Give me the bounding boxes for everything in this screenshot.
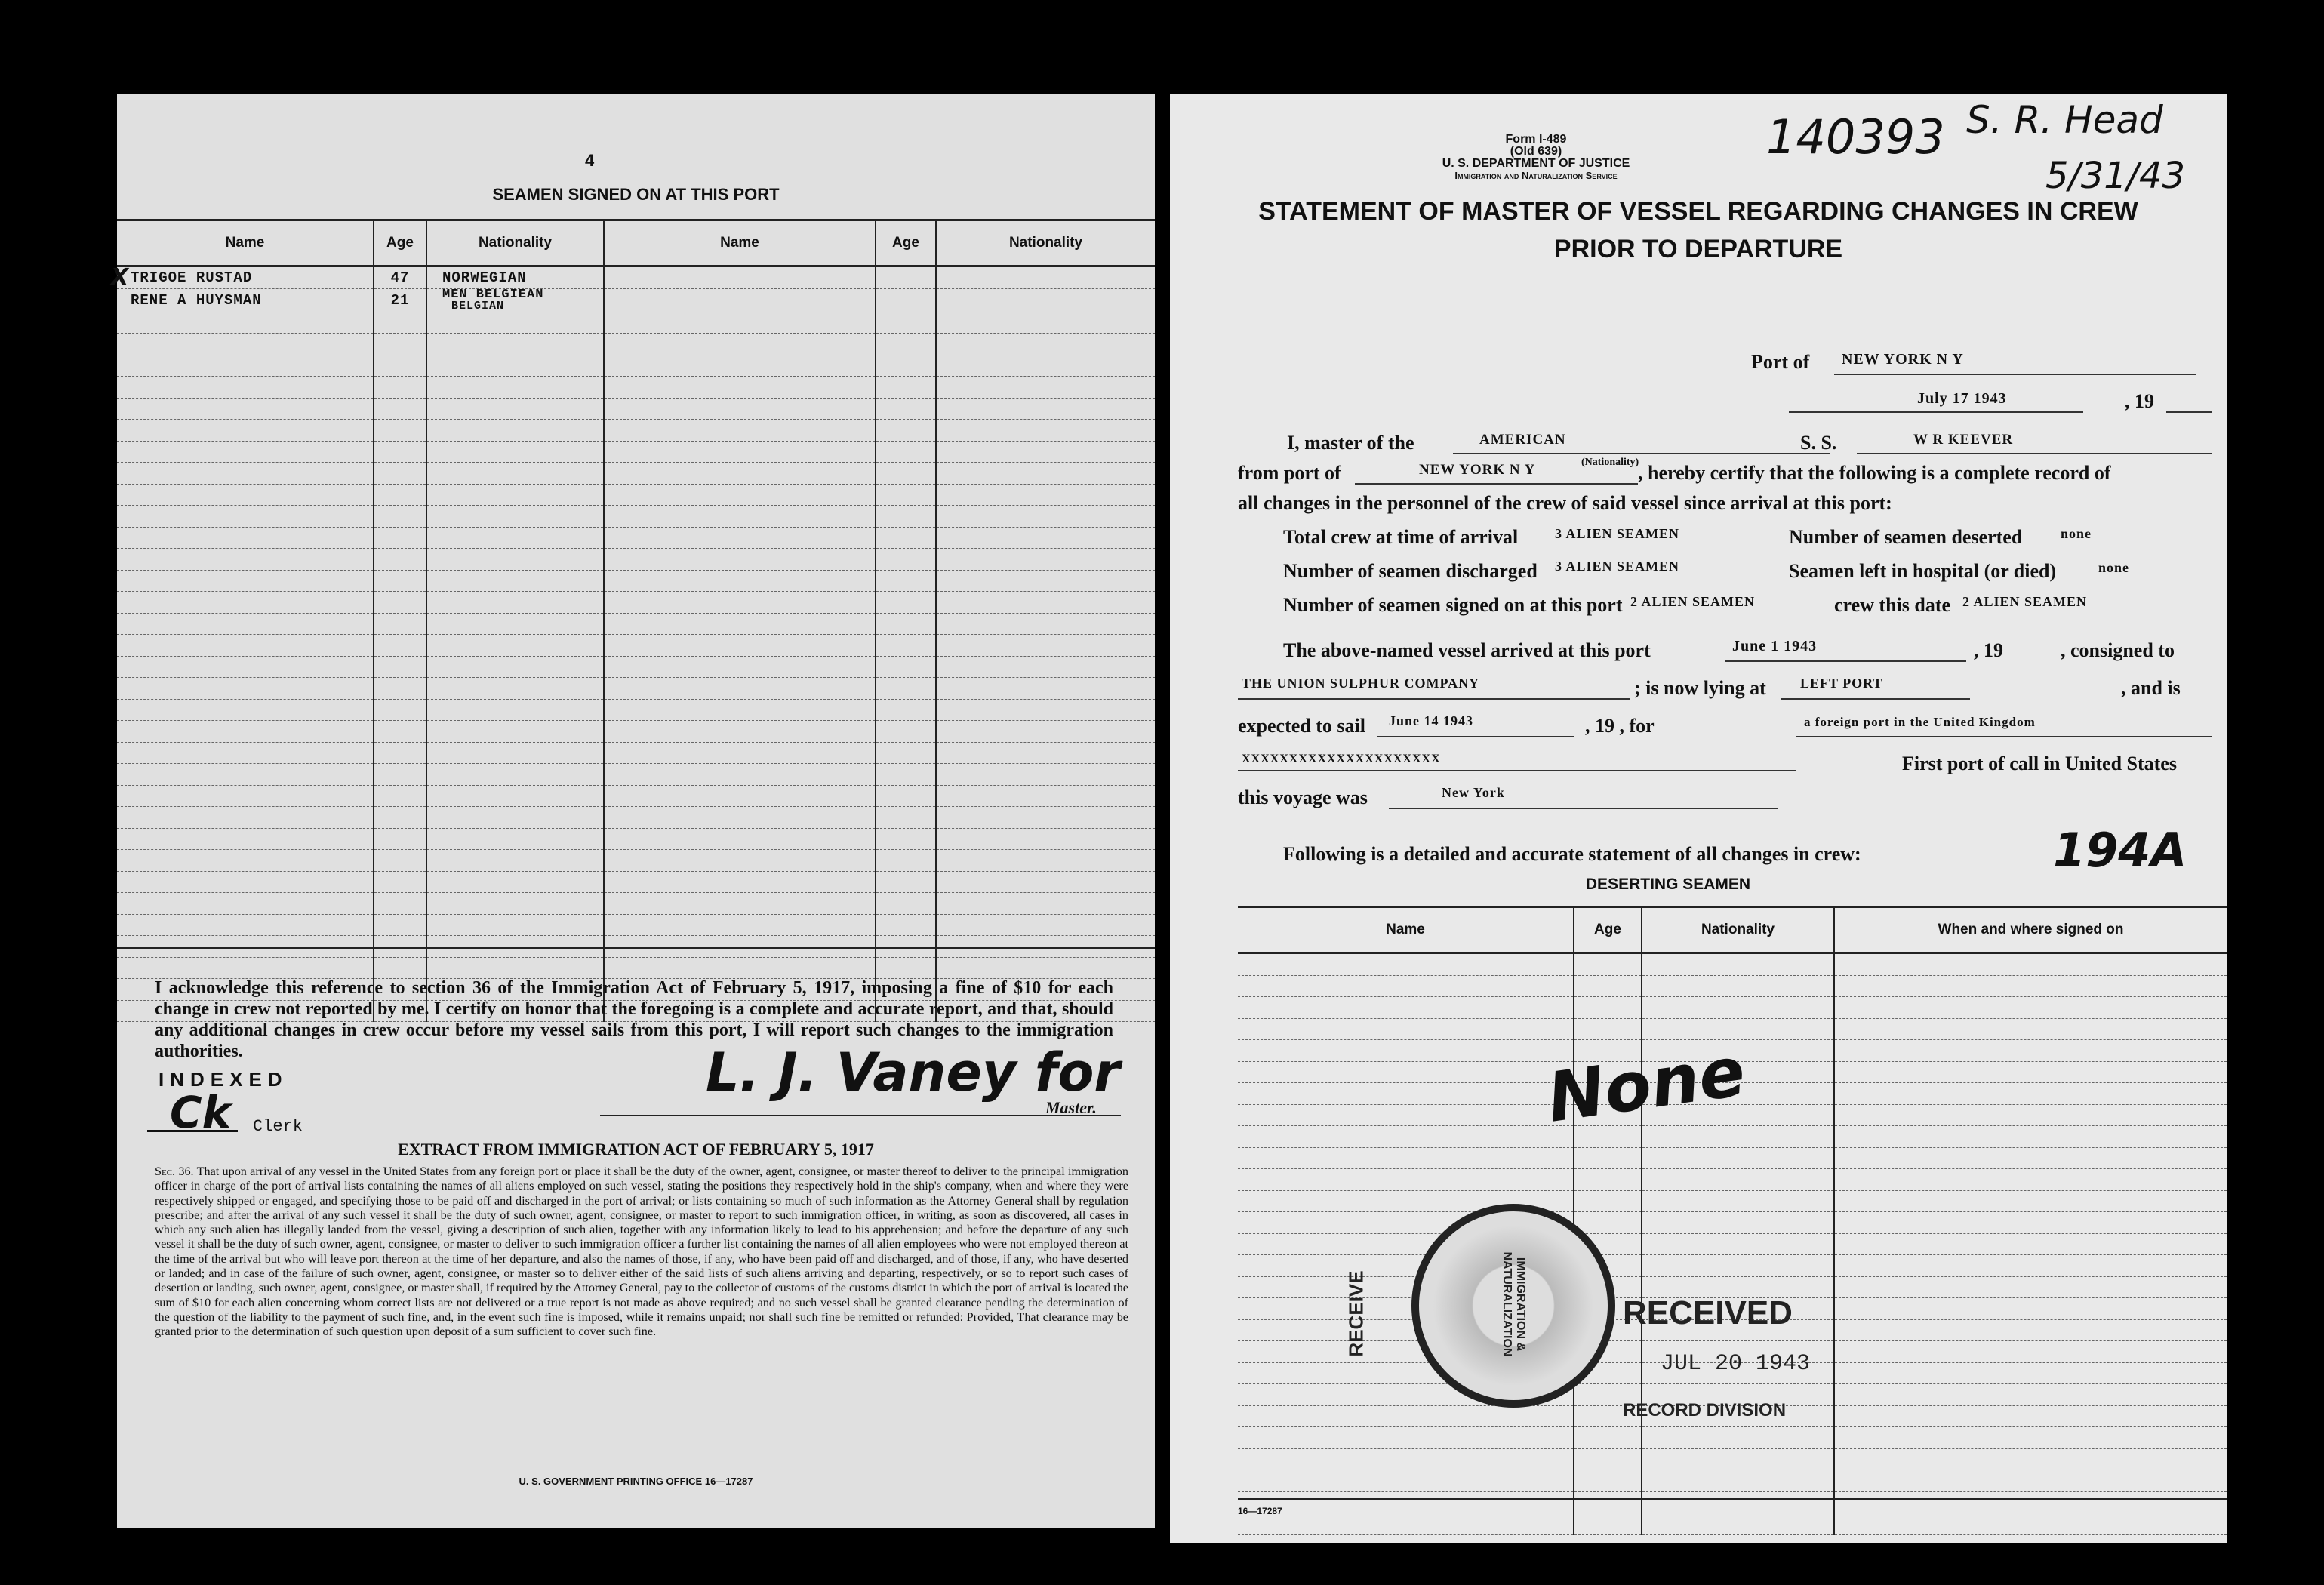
footer-code: 16—17287 (1238, 1506, 1282, 1516)
service: Immigration and Naturalization Service (1454, 170, 1618, 181)
signed-on-label: Number of seamen signed on at this port (1283, 594, 1623, 616)
clerk-initials: Ck (170, 1087, 232, 1138)
consignee-value: THE UNION SULPHUR COMPANY (1242, 676, 1480, 691)
first-port-label: First port of call in United States (1902, 752, 2177, 774)
col-age-2: Age (876, 220, 936, 266)
deserting-table (1238, 906, 2227, 1535)
form-title (1170, 192, 2227, 268)
stamp-date: JUL 20 1943 (1661, 1351, 1811, 1377)
department: U. S. DEPARTMENT OF JUSTICE (1442, 157, 1630, 170)
page-number: 4 (585, 151, 595, 170)
lying-value: LEFT PORT (1800, 676, 1883, 691)
none-mark: None (1542, 1032, 1750, 1138)
voyage-label: this voyage was (1238, 786, 1368, 808)
form-no: Form I-489 (1505, 133, 1567, 146)
handwritten-number: 140393 (1766, 109, 1945, 165)
seaman-name: TRIGOE RUSTAD (131, 269, 253, 286)
title-line-2: PRIOR TO DEPARTURE (1553, 235, 1843, 263)
seaman-nationality: NORWEGIAN (426, 266, 604, 289)
x-mark: X (111, 264, 130, 291)
table-row (117, 288, 1155, 312)
total-crew-value: 3 ALIEN SEAMEN (1555, 526, 1680, 541)
expected-value: June 14 1943 (1389, 713, 1474, 728)
col-age: Age (374, 220, 426, 266)
col-age: Age (1574, 907, 1642, 953)
discharged-label: Number of seamen discharged (1283, 560, 1538, 582)
left-page (111, 94, 1155, 1528)
struck-text: XXXXXXXXXXXXXXXXXXXXX (1242, 752, 1441, 765)
round-stamp (1411, 1204, 1615, 1408)
title-line-1: STATEMENT OF MASTER OF VESSEL REGARDING CHANGES IN CREW (1258, 197, 2138, 226)
handwritten-date: 5/31/43 (2045, 155, 2186, 197)
date-value: July 17 1943 (1917, 390, 2007, 407)
all-changes-text: all changes in the personnel of the crew of said vessel since arrival at this port: (1238, 492, 1892, 514)
crew-this-date-label: crew this date (1834, 594, 1951, 616)
handwritten-code: 194A (2053, 823, 2187, 878)
round-stamp-text: IMMIGRATION & NATURALIZATION (1501, 1251, 1527, 1357)
deserting-heading: DESERTING SEAMEN (1585, 876, 1751, 893)
certify-text: , hereby certify that the following is a complete record of (1638, 462, 2111, 484)
crew-this-date-value: 2 ALIEN SEAMEN (1962, 594, 2088, 609)
table-row (117, 266, 1155, 289)
from-port-value: NEW YORK N Y (1419, 462, 1536, 478)
col-name-2: Name (604, 220, 876, 266)
arrived-label: The above-named vessel arrived at this port (1283, 639, 1651, 661)
seaman-name: RENE A HUYSMAN (117, 288, 374, 312)
deserted-label: Number of seamen deserted (1789, 526, 2023, 548)
master-label: Master. (1045, 1098, 1097, 1117)
following-text: Following is a detailed and accurate statement of all changes in crew: (1283, 843, 1861, 865)
col-nationality: Nationality (426, 220, 604, 266)
printing-office: U. S. GOVERNMENT PRINTING OFFICE 16—17287 (519, 1476, 753, 1487)
nationality-caption: (Nationality) (1581, 457, 1639, 468)
clerk-label: Clerk (253, 1117, 303, 1136)
ss-label: S. S. (1800, 432, 1837, 454)
deserted-value: none (2061, 526, 2092, 541)
port-value: NEW YORK N Y (1842, 351, 1964, 368)
master-of-label: I, master of the (1287, 432, 1414, 454)
lying-label: ; is now lying at (1634, 677, 1766, 699)
arrived-value: June 1 1943 (1732, 638, 1818, 654)
for-label: , 19 , for (1585, 715, 1655, 737)
extract-text (155, 1165, 1128, 1340)
seaman-nationality: BELGIAN (451, 299, 505, 312)
port-label: Port of (1751, 351, 1810, 373)
received-side: RECEIVE (1344, 1270, 1368, 1357)
year-after-arrived: , 19 (1974, 639, 2003, 661)
col-nationality-2: Nationality (936, 220, 1155, 266)
col-when-where: When and where signed on (1834, 907, 2227, 953)
signed-on-value: 2 ALIEN SEAMEN (1630, 594, 1756, 609)
vessel-name: W R KEEVER (1913, 432, 2014, 448)
hospital-value: none (2098, 560, 2130, 575)
total-crew-label: Total crew at time of arrival (1283, 526, 1519, 548)
extract-heading: EXTRACT FROM IMMIGRATION ACT OF FEBRUARY 5, 1917 (398, 1140, 874, 1159)
discharged-value: 3 ALIEN SEAMEN (1555, 559, 1680, 574)
extract-lead: Sec. 36. (155, 1165, 194, 1178)
signature-line (600, 1115, 1121, 1116)
destination-value: a foreign port in the United Kingdom (1804, 715, 2036, 729)
col-name: Name (117, 220, 374, 266)
consigned-label: , consigned to (2061, 639, 2175, 661)
col-name: Name (1238, 907, 1574, 953)
struck-nationality: MEN BELGIEAN (442, 287, 544, 302)
voyage-value: New York (1442, 785, 1505, 800)
seaman-age: 47 (374, 266, 426, 289)
nationality-value: AMERICAN (1479, 432, 1566, 448)
hospital-label: Seamen left in hospital (or died) (1789, 560, 2057, 582)
table-bottom-rule (117, 947, 1155, 949)
from-port-label: from port of (1238, 462, 1341, 484)
and-is-label: , and is (2121, 677, 2181, 699)
seaman-age: 21 (374, 288, 426, 312)
year-suffix: , 19 (2125, 390, 2154, 412)
deserting-bottom-rule (1238, 1498, 2227, 1500)
expected-label: expected to sail (1238, 715, 1365, 737)
stamp-received: RECEIVED (1623, 1294, 1793, 1331)
seamen-signed-heading: SEAMEN SIGNED ON AT THIS PORT (492, 185, 780, 204)
acknowledgment-text: I acknowledge this reference to section 36 of the Immigration Act of February 5, 1917, imposing a fine of $10 for each change in crew not reported by me. I certify on honor that the foregoing is a complete and accurate report, and that, should any additional changes in crew occur before my vessel sails from this port, I will report such changes to the immigration authorities. (155, 978, 1113, 1061)
col-nationality: Nationality (1642, 907, 1834, 953)
stamp-division: RECORD DIVISION (1623, 1400, 1787, 1420)
master-signature: L. J. Vaney for (706, 1042, 1120, 1103)
form-old: (Old 639) (1510, 145, 1562, 158)
signed-on-table (111, 219, 1155, 1022)
handwritten-corner: S. R. Head (1966, 98, 2163, 142)
indexed-label: INDEXED (159, 1068, 288, 1091)
clerk-rule (147, 1130, 238, 1132)
extract-body: That upon arrival of any vessel in the United States from any foreign port or place it shall be the duty of the owner, agent, consignee, or master thereof to deliver to the principal immigration officer in charge of the port of arrival lists containing the names of all aliens employed on such vessel, stating the positions they respectively hold in the ship's company, when and where they were respectively shipped or engaged, and specifying those to be paid off and discharged in the port of arrival; or lists containing so much of such information as the Attorney General shall by regulation prescribe; and after the arrival of any such vessel it shall be the duty of such owner, agent, consignee, or master to report to such immigration officer, in writing, as soon as discovered, all cases in which any such alien has illegally landed from the vessel, giving a description of such alien, together with any information likely to lead to his apprehension; and before the departure of any such vessel it shall be the duty of such owner, agent, consignee, or master to deliver to such immigration officer a further list containing the names of all alien employees who were not employed thereon at the time of the arrival but who will leave port thereon at the time of her departure, and also the names of those, if any, who have been paid off and discharged, and of those, if any, who have deserted or landed; and in case of the failure of such owner, agent, consignee, or master so to deliver either of the said lists of such aliens arriving and departing, respectively, or so to report such cases of desertion or landing, such owner, agent, consignee, or master shall, if required by the Attorney General, pay to the collector of customs of the customs district in which the port of arrival is located the sum of $10 for each alien concerning whom correct lists are not delivered or a true report is not made as above required; and no such vessel shall be granted clearance pending the determination of the question of the liability to the payment of such fine, and, in the event such fine is imposed, while it remains unpaid; nor shall such fine be remitted or refunded: Provided, That clearance may be granted prior to the determination of such question upon deposit of a sum sufficient to cover such fine. (155, 1165, 1128, 1339)
right-page (1170, 94, 2227, 1543)
